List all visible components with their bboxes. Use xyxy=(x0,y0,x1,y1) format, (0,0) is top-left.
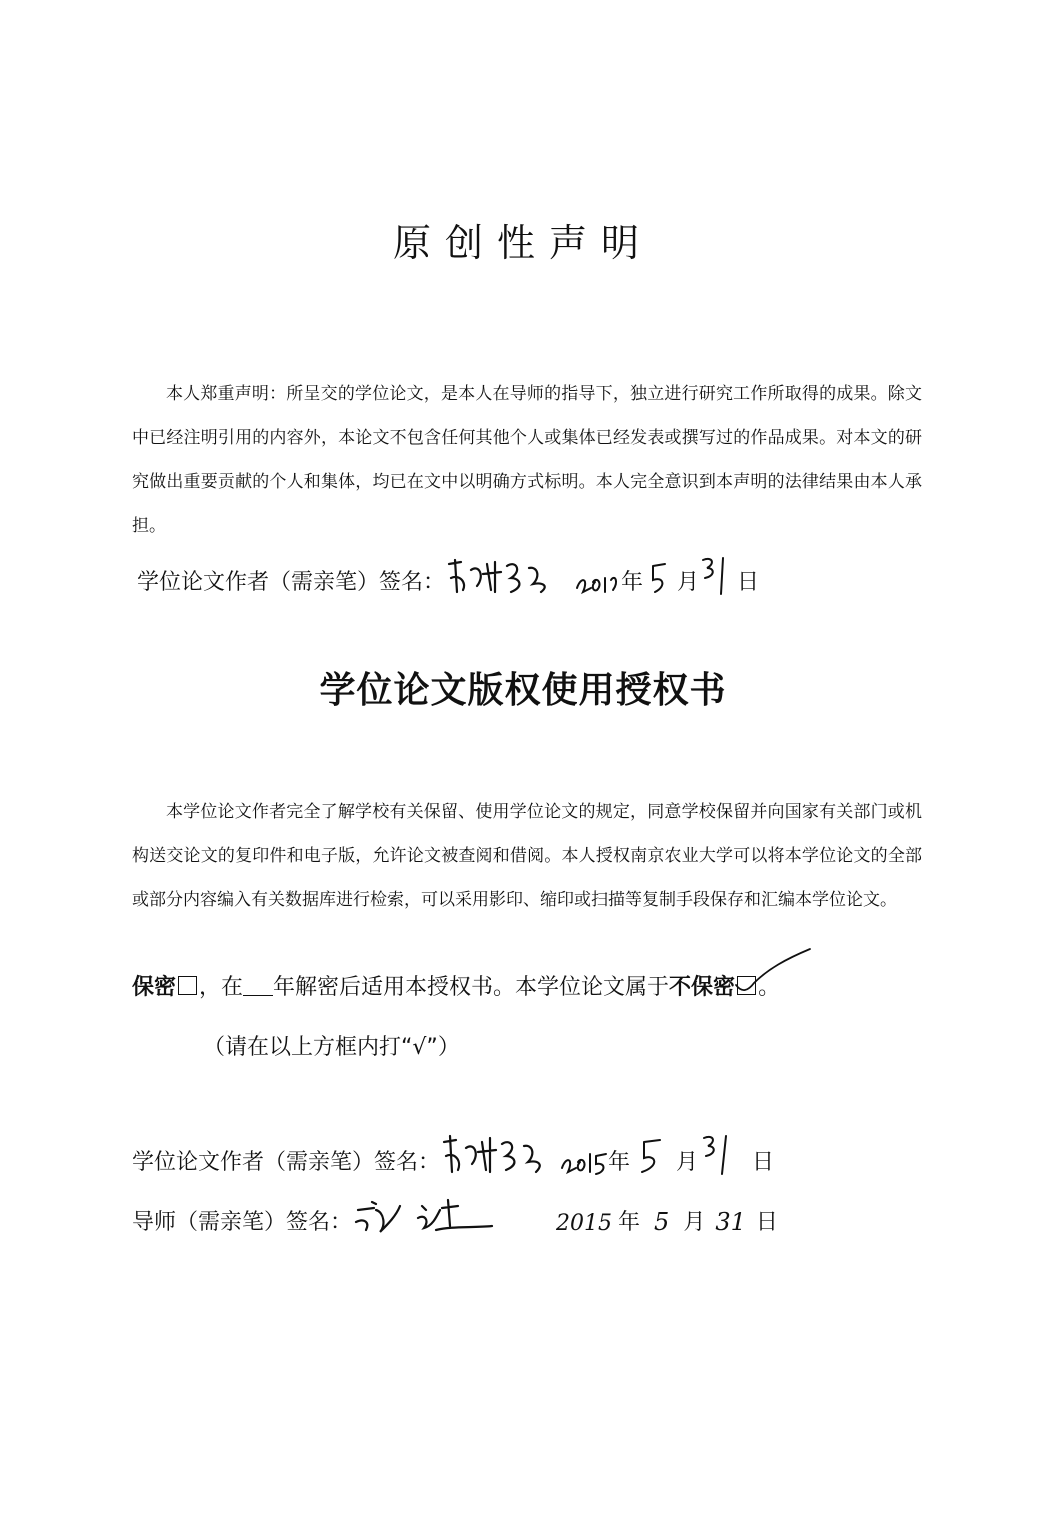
secret-checkbox[interactable] xyxy=(178,976,197,995)
supervisor-month-handwritten: 5 xyxy=(654,1208,670,1236)
supervisor-day-suffix: 日 xyxy=(755,1210,778,1235)
handwritten-day xyxy=(699,556,733,596)
authorization-title: 学位论文版权使用授权书 xyxy=(319,670,727,711)
author-month-suffix: 月 xyxy=(676,1150,699,1175)
author-day-suffix: 日 xyxy=(752,1150,775,1175)
supervisor-signature-label: 导师（需亲笔）签名： xyxy=(132,1210,353,1235)
declaration-month-suffix: 月 xyxy=(677,570,700,595)
handwritten-signature-author xyxy=(445,556,575,596)
supervisor-day-handwritten: 31 xyxy=(715,1208,746,1236)
handwritten-year-2 xyxy=(560,1146,608,1176)
handwritten-signature-author-2 xyxy=(440,1132,560,1176)
not-secret-label: 不保密 xyxy=(669,975,736,1000)
supervisor-month-suffix: 月 xyxy=(683,1210,706,1235)
declaration-title: 原创性声明 xyxy=(392,221,653,265)
secret-years-blank[interactable] xyxy=(243,975,273,996)
handwritten-day-2 xyxy=(698,1134,746,1176)
supervisor-year-suffix: 年 xyxy=(618,1210,641,1235)
authorization-author-signature-line xyxy=(132,1132,774,1176)
handwritten-month-2 xyxy=(630,1138,676,1176)
secret-text-2: 年解密后适用本授权书。本学位论文属于 xyxy=(273,975,670,1000)
declaration-year-suffix: 年 xyxy=(621,570,644,595)
author-signature-label: 学位论文作者（需亲笔）签名： xyxy=(132,1150,441,1175)
declaration-signature-label: 学位论文作者（需亲笔）签名： xyxy=(137,570,446,595)
handwritten-year xyxy=(575,566,621,596)
secrecy-period: 。 xyxy=(758,975,781,1000)
not-secret-checkbox[interactable] xyxy=(737,976,756,995)
declaration-body: 本人郑重声明：所呈交的学位论文，是本人在导师的指导下，独立进行研究工作所取得的成果。除文中已经注明引用的内容外，本论文不包含任何其他个人或集体已经发表或撰写过的作品成果。对本文的研究做出重要贡献的个人和集体，均已在文中以明确方式标明。本人完全意识到本声明的法律结果由本人承担。 xyxy=(132,384,922,536)
secret-label: 保密 xyxy=(132,975,177,1000)
handwritten-signature-supervisor xyxy=(352,1196,552,1236)
declaration-day-suffix: 日 xyxy=(737,570,760,595)
handwritten-month xyxy=(643,560,677,596)
checkbox-instruction: （请在以上方框内打“√”） xyxy=(203,1035,460,1060)
authorization-body: 本学位论文作者完全了解学校有关保留、使用学位论文的规定，同意学校保留并向国家有关部门或机构送交论文的复印件和电子版，允许论文被查阅和借阅。本人授权南京农业大学可以将本学位论文的全部或部分内容编入有关数据库进行检索，可以采用影印、缩印或扫描等复制手段保存和汇编本学位论文。 xyxy=(132,802,922,910)
supervisor-signature-line xyxy=(132,1196,778,1236)
supervisor-year-handwritten: 2015 xyxy=(556,1211,613,1236)
author-year-suffix: 年 xyxy=(608,1150,631,1175)
declaration-signature-line xyxy=(137,556,759,596)
secrecy-line xyxy=(132,970,780,1001)
secret-text-1: ，在 xyxy=(199,975,244,1000)
